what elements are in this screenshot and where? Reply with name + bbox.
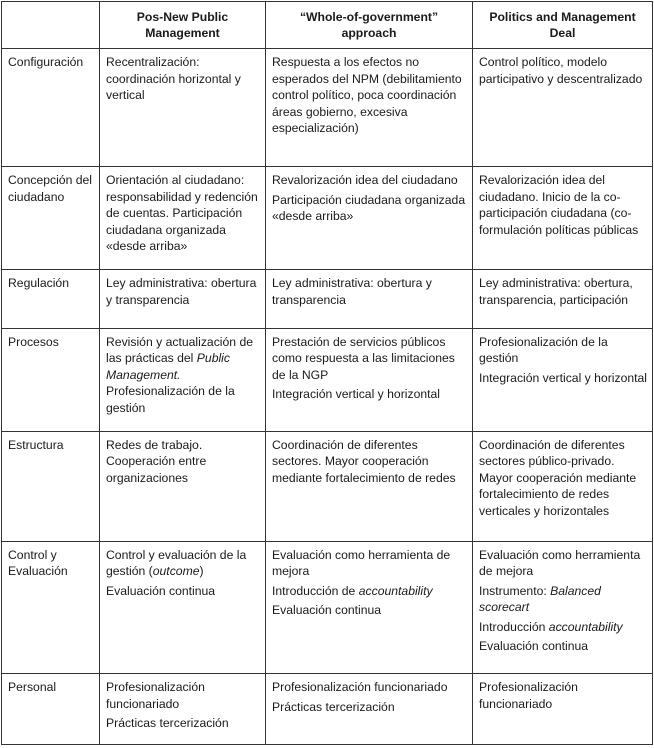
table-cell: Revalorización idea del ciudadano. Inicio de la co-participación ciudadana (co-formulación políticas públicas: [473, 167, 653, 270]
table-cell: Profesionalización funcionariado Prácticas tercerización: [100, 674, 266, 745]
row-label: Estructura: [2, 431, 100, 541]
table-cell: Coordinación de diferentes sectores. Mayor cooperación mediante fortalecimiento de redes: [266, 431, 473, 541]
table-row: [2, 328, 653, 431]
table-row: [2, 431, 653, 541]
table-cell: Profesionalización funcionariado Prácticas tercerización: [266, 674, 473, 745]
table-cell: Evaluación como herramienta de mejora Introducción de accountability Evaluación continua: [266, 541, 473, 673]
table-cell: Control político, modelo participativo y descentralizado: [473, 49, 653, 167]
table-cell: Profesionalización funcionariado: [473, 674, 653, 745]
table-cell: Control y evaluación de la gestión (outcome) Evaluación continua: [100, 541, 266, 673]
header-empty: [2, 2, 100, 49]
row-label: Configuración: [2, 49, 100, 167]
row-label: Procesos: [2, 328, 100, 431]
table-cell: Ley administrativa: obertura, transparencia, participación: [473, 270, 653, 329]
table-cell: Ley administrativa: obertura y transparencia: [266, 270, 473, 329]
row-label: Concepción del ciudadano: [2, 167, 100, 270]
table-cell: Orientación al ciudadano: responsabilidad y redención de cuentas. Participación ciudadana organizada «desde arriba»: [100, 167, 266, 270]
table-cell: Ley administrativa: obertura y transparencia: [100, 270, 266, 329]
table-row: [2, 674, 653, 745]
row-label: Regulación: [2, 270, 100, 329]
table-cell: Prestación de servicios públicos como respuesta a las limitaciones de la NGP Integración vertical y horizontal: [266, 328, 473, 431]
row-label: Personal: [2, 674, 100, 745]
table-row: [2, 167, 653, 270]
table-row: [2, 541, 653, 673]
table-cell: Evaluación como herramienta de mejora Instrumento: Balanced scorecart Introducción accountability Evaluación continua: [473, 541, 653, 673]
table-cell: Respuesta a los efectos no esperados del NPM (debilitamiento control político, poca coordinación áreas gobierno, excesiva especialización): [266, 49, 473, 167]
table-cell: Coordinación de diferentes sectores público-privado. Mayor cooperación mediante fortalecimiento de redes verticales y horizontales: [473, 431, 653, 541]
comparison-table: [1, 1, 653, 745]
table-cell: Revisión y actualización de las prácticas del Public Management. Profesionalización de la gestión: [100, 328, 266, 431]
table-row: [2, 49, 653, 167]
header-row: [2, 2, 653, 49]
table-cell: Revalorización idea del ciudadano Participación ciudadana organizada «desde arriba»: [266, 167, 473, 270]
header-whole-of-government: “Whole-of-government” approach: [266, 2, 473, 49]
table-cell: Recentralización: coordinación horizontal y vertical: [100, 49, 266, 167]
table-cell: Redes de trabajo. Cooperación entre organizaciones: [100, 431, 266, 541]
header-pos-npm: Pos-New Public Management: [100, 2, 266, 49]
table-row: [2, 270, 653, 329]
table-cell: Profesionalización de la gestión Integración vertical y horizontal: [473, 328, 653, 431]
row-label: Control y Evaluación: [2, 541, 100, 673]
header-politics-management: Politics and Management Deal: [473, 2, 653, 49]
